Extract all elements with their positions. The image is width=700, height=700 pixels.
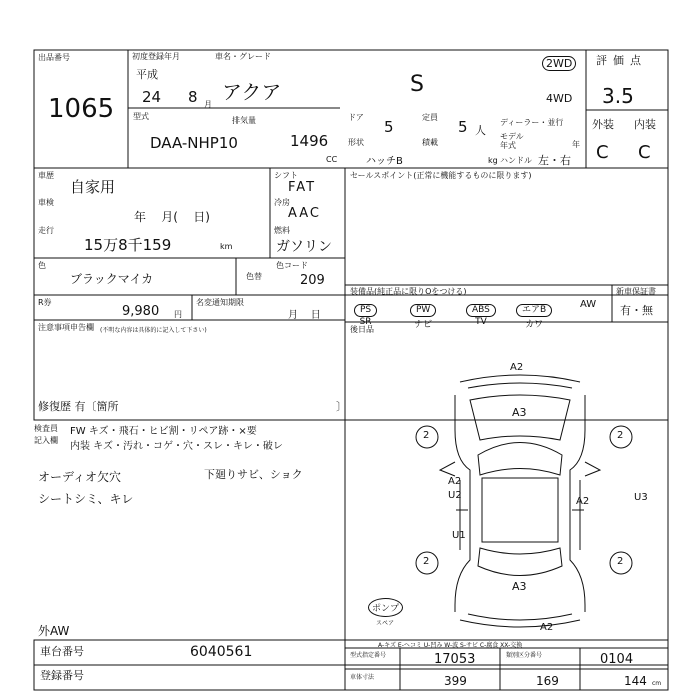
warranty: 有・無 [620,304,653,317]
model: DAA-NHP10 [150,134,238,152]
aftermarket-label: 後日品 [350,325,374,334]
tax-deadline: 月 日 [288,310,321,321]
notes-sub: (不明な内容は具体的に記入して下さい) [100,327,207,334]
body-height: 144 [624,674,647,688]
body-length: 399 [444,674,467,688]
equipment-name: ナビ [414,320,433,330]
equipment-code: PS [354,304,377,317]
inspector-row-2: 内装 キズ・汚れ・コゲ・穴・スレ・キレ・破レ [70,441,283,452]
type-number: 17053 [434,652,476,667]
reg-number-label: 登録番号 [40,669,84,682]
car-name-label: 車名・グレード [215,52,271,61]
model-label: 型式 [133,112,149,121]
equipment-name: TV [475,317,487,327]
damage-mark: 2 [423,556,430,567]
era: 平成 [136,68,158,81]
warranty-label: 新車保証書 [616,287,656,296]
equipment-aw: AW [580,299,597,310]
rating-label: 評価点 [596,54,647,67]
equipment-code: ABS [466,304,496,317]
equipment-code: エアB [516,304,552,317]
color-code: 209 [300,273,325,288]
damage-legend: A-キズ E-ヘコミ U-凹み W-波 S-サビ C-腐食 XX-交換 [378,642,523,649]
color-label: 色 [38,261,46,270]
equipment-name: カワ [525,320,544,330]
color: ブラックマイカ [70,272,154,286]
displacement: 1496 [290,132,329,150]
history-label: 車歴 [38,171,54,180]
type-label: 型式指定番号 [350,652,387,659]
notes-label: 注意事項申告欄 [38,323,94,332]
pop-label: ポンプ [368,598,403,617]
damage-mark: U2 [448,490,462,501]
class-number: 0104 [600,652,634,667]
model-year-label: モデル年式 [500,132,524,150]
damage-mark: A3 [512,580,527,593]
lot-label: 出品番号 [38,53,70,62]
displacement-label: 排気量 [232,116,256,125]
month-unit: 月 [204,100,212,109]
damage-mark: A2 [540,622,554,633]
damage-mark: U3 [634,492,648,503]
grade: S [410,72,424,97]
shape-label: 形状 [348,138,364,147]
lot-number: 1065 [48,94,115,124]
color-change-label: 色替 [246,272,262,281]
handwritten-note-3: 下廻りサビ、ショク [204,468,303,481]
handwritten-note-2: シートシミ、キレ [38,492,134,506]
yen-unit: 円 [174,310,182,319]
repair-close: 〕 [336,400,347,413]
inspector-label-1: 検査員 [34,424,58,433]
inspection-label: 車検 [38,198,54,207]
kg-label: kg [488,156,498,165]
damage-mark: U1 [452,530,466,541]
inspector-row-1: FW キズ・飛石・ヒビ割・リペア跡・×要 [70,426,257,437]
person-unit: 人 [475,124,486,137]
damage-mark: 2 [617,556,624,567]
damage-mark: A2 [576,496,590,507]
fuel: ガソリン [276,239,332,255]
car-name: アクア [222,80,282,104]
doors: 5 [384,118,394,136]
recycle-value: 9,980 [122,304,160,319]
damage-mark: 2 [423,430,430,441]
equipment-code: PW [410,304,436,317]
year-label: 年 [572,140,580,149]
shift-label: シフト [274,171,298,180]
ac-label: 冷房 [274,198,290,207]
first-reg-label: 初度登録年月 [132,52,180,61]
color-code-label: 色コード [276,261,308,270]
shift: FAT [288,180,317,195]
class-label: 類別区分番号 [506,652,543,659]
chassis-number: 6040561 [190,644,253,660]
handle-label: ハンドル [500,156,532,165]
interior-grade: C [638,142,651,163]
cc-unit: CC [326,155,338,164]
handwritten-note-4: 外AW [38,624,70,638]
exterior-label: 外装 [592,118,614,131]
recycle-label: R券 [38,298,52,307]
km-unit: km [220,242,233,251]
damage-mark: A2 [448,476,462,487]
shape: ハッチB [366,156,403,167]
chassis-label: 車台番号 [40,645,84,658]
reg-month: 8 [188,88,198,106]
tax-label: 名変通知期限 [196,298,244,307]
ac: AAC [288,206,321,221]
reg-year: 24 [142,88,162,106]
fuel-label: 燃料 [274,226,290,235]
sales-point-label: セールスポイント(正常に機能するものに限ります) [350,171,532,180]
dealer-label: ディーラー・並行 [500,118,564,127]
handle: 左・右 [538,154,571,167]
load-label: 積載 [422,138,438,147]
equipment-name: SR [359,317,372,327]
handwritten-note-1: オーディオ欠穴 [38,470,122,484]
capacity: 5 [458,118,468,136]
interior-label: 内装 [634,118,656,131]
drive-4wd: 4WD [546,92,573,105]
body-width: 169 [536,674,559,688]
drive-2wd: 2WD [542,56,576,71]
damage-mark: A3 [512,406,527,419]
exterior-grade: C [596,142,609,163]
spare-label: スペア [376,620,395,627]
capacity-label: 定員 [422,113,438,122]
mileage-label: 走行 [38,226,54,235]
repair-label: 修復歴 有〔箇所 [38,400,119,413]
mileage: 15万8千159 [84,236,172,254]
inspector-label-2: 記入欄 [34,436,58,445]
door-label: ドア [348,113,364,122]
history: 自家用 [70,178,116,196]
rating: 3.5 [602,84,634,108]
damage-mark: 2 [617,430,624,441]
cm-unit: cm [652,680,662,687]
equipment-label: 装備品(純正品に限りOをつける) [350,287,467,296]
inspection-date: 年 月( 日) [134,210,210,224]
damage-mark: A2 [510,362,524,373]
length-label: 車体寸法 [350,674,375,681]
